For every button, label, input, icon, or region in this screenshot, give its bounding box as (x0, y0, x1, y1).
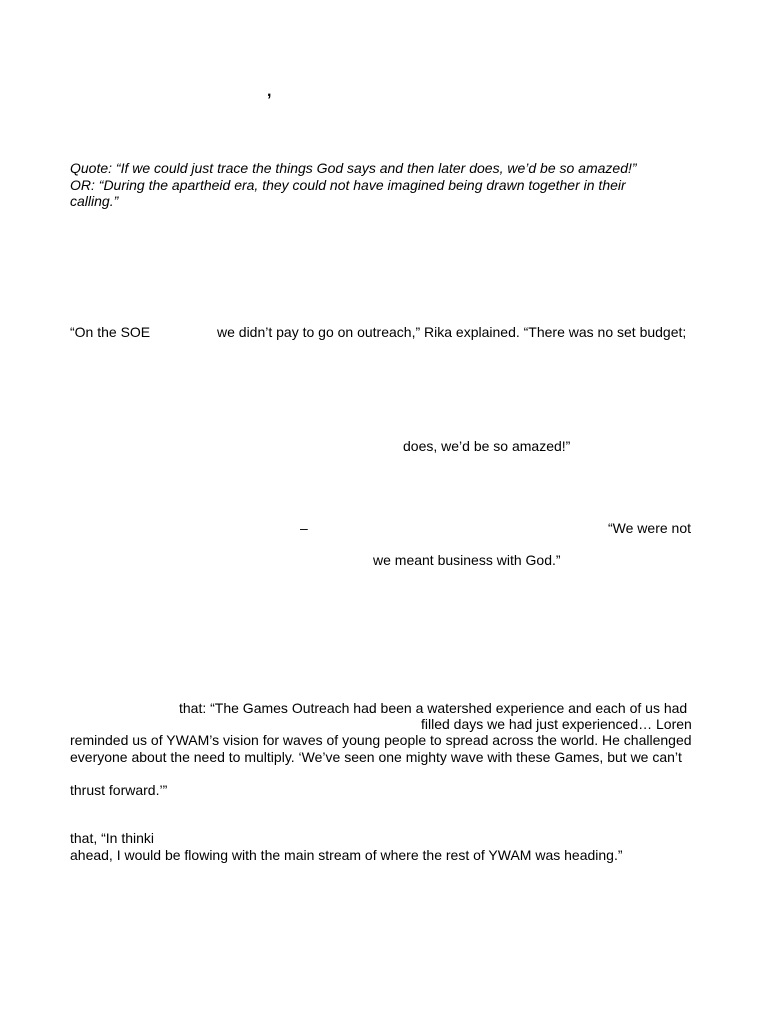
thinking-line-1: that, “In thinki (70, 830, 155, 846)
quote-line-2: OR: “During the apartheid era, they could not have imagined being drawn together in their (70, 177, 626, 193)
games-line-1: that: “The Games Outreach had been a watershed experience and each of us had (179, 700, 688, 716)
games-line-3: reminded us of YWAM’s vision for waves of young people to spread across the world. He challenged (70, 732, 692, 748)
games-line-5: thrust forward.’” (70, 782, 168, 798)
quote-line-1: Quote: “If we could just trace the things God says and then later does, we’d be so amazed!” (70, 160, 637, 176)
soe-right-fragment: we didn’t pay to go on outreach,” Rika explained. “There was no set budget; (217, 324, 687, 340)
games-line-2: filled days we had just experienced… Loren (421, 716, 692, 732)
stray-comma-mark: , (267, 83, 272, 100)
fragment-we-were-not: “We were not (608, 520, 691, 536)
fragment-amazed: does, we’d be so amazed!” (403, 438, 571, 454)
fragment-dash: – (300, 520, 308, 536)
thinking-line-2: ahead, I would be flowing with the main stream of where the rest of YWAM was heading.” (70, 847, 623, 863)
fragment-business: we meant business with God.” (373, 552, 561, 568)
soe-left-fragment: “On the SOE (70, 324, 151, 340)
quote-line-3: calling.” (70, 193, 119, 209)
games-line-4: everyone about the need to multiply. ‘We’ve seen one mighty wave with these Games, but we can’t (70, 749, 682, 765)
